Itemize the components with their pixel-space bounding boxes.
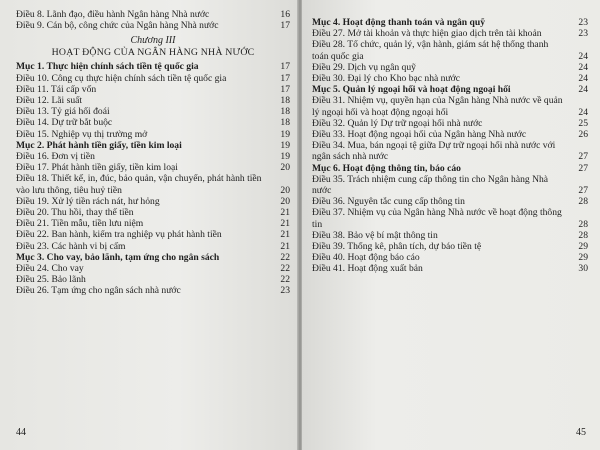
toc-entry-title: Điều 41. Hoạt động xuất bản [312, 263, 423, 275]
toc-entry-title: Điều 38. Bảo vệ bí mật thông tin [312, 229, 438, 241]
toc-entry-page: 16 [280, 9, 290, 20]
toc-entry [16, 162, 290, 173]
toc-entry-title: Điều 28. Tổ chức, quản lý, vận hành, giám sát hệ thống thanh toán quốc gia [312, 39, 549, 62]
toc-entries-left [16, 61, 290, 296]
toc-entry-title: Điều 9. Cán bộ, công chức của Ngân hàng Nhà nước [16, 20, 219, 32]
toc-entry-page: 27 [578, 162, 588, 174]
toc-entry-page: 22 [280, 263, 290, 275]
toc-entry-page: 17 [280, 72, 290, 84]
toc-entry-page: 28 [578, 218, 588, 230]
toc-entry [16, 95, 290, 106]
toc-entry-page: 21 [280, 207, 290, 219]
toc-entry-page: 27 [578, 151, 588, 163]
toc-section-entry [16, 61, 290, 72]
toc-entry-title: Điều 13. Tỷ giá hối đoái [16, 106, 110, 118]
toc-entry-page: 24 [578, 84, 588, 96]
toc-entry-page: 19 [280, 139, 290, 151]
toc-entry [16, 106, 290, 117]
toc-entry-page: 23 [578, 28, 588, 40]
toc-entry [312, 252, 588, 263]
toc-entry-title: Điều 27. Mở tài khoản và thực hiện giao dịch trên tài khoản [312, 28, 542, 40]
toc-entry-title: Điều 32. Quản lý Dự trữ ngoại hối nhà nước [312, 117, 483, 129]
toc-entry-title: Điều 23. Các hành vi bị cấm [16, 240, 126, 252]
toc-entry-title: Điều 29. Dịch vụ ngân quỹ [312, 61, 416, 73]
toc-entry [16, 117, 290, 128]
toc-entry-title: Điều 24. Cho vay [16, 263, 84, 275]
toc-entry-title: Điều 35. Trách nhiệm cung cấp thông tin cho Ngân hàng Nhà nước [312, 173, 549, 197]
toc-entry [16, 229, 290, 240]
toc-entry-page: 24 [578, 50, 588, 62]
toc-entry [312, 62, 588, 73]
toc-entry-title: Điều 37. Nhiệm vụ của Ngân hàng Nhà nước về hoạt động thông tin [312, 207, 562, 230]
toc-entry [16, 241, 290, 252]
toc-entry [16, 285, 290, 296]
toc-entry-title: Điều 8. Lãnh đạo, điều hành Ngân hàng Nhà nước [16, 9, 210, 20]
chapter-heading: Chương III [130, 35, 176, 47]
toc-entry-title: Điều 10. Công cụ thực hiện chính sách tiền tệ quốc gia [16, 72, 227, 84]
toc-entry [16, 263, 290, 274]
toc-entry-page: 29 [578, 241, 588, 253]
toc-entry-title: Điều 20. Thu hồi, thay thế tiền [16, 207, 134, 219]
toc-entry-page: 17 [280, 61, 290, 73]
toc-entry-page: 20 [280, 162, 290, 174]
toc-entry-page: 24 [578, 61, 588, 73]
toc-entry-title: Điều 40. Hoạt động báo cáo [312, 252, 420, 264]
toc-top-entries [16, 9, 290, 31]
toc-entry-title: Điều 17. Phát hành tiền giấy, tiền kim loại [16, 162, 178, 174]
toc-entry-page: 26 [578, 129, 588, 141]
toc-entry-title: Điều 12. Lãi suất [16, 95, 83, 107]
toc-entry-title: Điều 30. Đại lý cho Kho bạc nhà nước [312, 73, 461, 85]
toc-entry-page: 23 [280, 285, 290, 297]
toc-section-entry [16, 252, 290, 263]
toc-entry [16, 274, 290, 285]
toc-entry [16, 20, 290, 31]
toc-entry-title: Mục 6. Hoạt động thông tin, báo cáo [312, 162, 461, 174]
toc-entry [16, 9, 290, 20]
toc-entry-title: Điều 19. Xử lý tiền rách nát, hư hỏng [16, 195, 160, 207]
toc-entry-page: 30 [578, 263, 588, 275]
toc-entry-page: 28 [578, 229, 588, 241]
toc-section-entry [312, 163, 588, 174]
toc-entries-right [312, 17, 588, 275]
toc-entry [312, 39, 588, 61]
toc-entry-page: 17 [280, 83, 290, 95]
toc-section-entry [16, 140, 290, 151]
toc-entry-title: Mục 4. Hoạt động thanh toán và ngân quỹ [312, 17, 485, 28]
toc-entry [16, 207, 290, 218]
toc-entry [312, 118, 588, 129]
toc-entry-page: 21 [280, 218, 290, 230]
toc-section-entry [312, 84, 588, 95]
toc-entry-title: Điều 14. Dự trữ bắt buộc [16, 117, 113, 129]
toc-entry-page: 19 [280, 151, 290, 163]
left-page [0, 0, 298, 450]
toc-entry-page: 21 [280, 240, 290, 252]
toc-entry-page: 24 [578, 106, 588, 118]
toc-entry-page: 20 [280, 195, 290, 207]
toc-entry-page: 18 [280, 95, 290, 107]
chapter-title: HOẠT ĐỘNG CỦA NGÂN HÀNG NHÀ NƯỚC [51, 47, 255, 59]
toc-entry-title: Điều 25. Bảo lãnh [16, 274, 86, 286]
toc-entry-title: Điều 26. Tạm ứng cho ngân sách nhà nước [16, 285, 181, 297]
page-number-right: 45 [576, 427, 586, 438]
toc-entry-title: Điều 21. Tiền mẫu, tiền lưu niệm [16, 218, 144, 230]
toc-entry-page: 18 [280, 117, 290, 129]
toc-entry-page: 23 [578, 17, 588, 28]
toc-entry-page: 29 [578, 252, 588, 264]
toc-entry [312, 263, 588, 274]
toc-entry [312, 174, 588, 196]
toc-entry [312, 241, 588, 252]
toc-entry-title: Điều 39. Thống kê, phân tích, dự báo tiền tệ [312, 241, 482, 253]
toc-entry-page: 20 [280, 184, 290, 196]
toc-entry-title: Điều 15. Nghiệp vụ thị trường mở [16, 128, 148, 140]
toc-entry-title: Điều 36. Nguyên tắc cung cấp thông tin [312, 196, 465, 208]
toc-entry [16, 196, 290, 207]
toc-entry-title: Mục 5. Quản lý ngoại hối và hoạt động ngoại hối [312, 84, 511, 96]
toc-entry [16, 84, 290, 95]
toc-entry [312, 140, 588, 162]
toc-entry [16, 173, 290, 195]
toc-entry [16, 218, 290, 229]
toc-entry-page: 28 [578, 196, 588, 208]
toc-entry [312, 28, 588, 39]
toc-entry-title: Điều 22. Ban hành, kiểm tra nghiệp vụ phát hành tiền [16, 229, 222, 241]
toc-entry [312, 196, 588, 207]
toc-entry-title: Điều 34. Mua, bán ngoại tệ giữa Dự trữ ngoại hối nhà nước với ngân sách nhà nước [312, 140, 556, 163]
toc-entry-page: 21 [280, 229, 290, 241]
toc-entry-title: Mục 2. Phát hành tiền giấy, tiền kim loại [16, 139, 182, 151]
right-page [302, 0, 600, 450]
toc-entry [312, 129, 588, 140]
page-number-left: 44 [16, 427, 26, 438]
toc-entry-page: 27 [578, 185, 588, 197]
toc-entry-page: 22 [280, 274, 290, 286]
toc-entry-title: Điều 31. Nhiệm vụ, quyền hạn của Ngân hàng Nhà nước về quản lý ngoại hối và hoạt động ngoại hối [312, 95, 563, 118]
toc-entry-title: Điều 33. Hoạt động ngoại hối của Ngân hàng Nhà nước [312, 129, 527, 141]
toc-entry-page: 22 [280, 251, 290, 263]
toc-entry [16, 129, 290, 140]
toc-entry [312, 230, 588, 241]
toc-entry [312, 207, 588, 229]
toc-section-entry [312, 17, 588, 28]
toc-entry [16, 151, 290, 162]
toc-entry-title: Mục 3. Cho vay, bảo lãnh, tạm ứng cho ngân sách [16, 251, 220, 263]
toc-entry-title: Điều 11. Tái cấp vốn [16, 83, 97, 95]
toc-entry-page: 17 [280, 20, 290, 32]
toc-entry-page: 24 [578, 73, 588, 85]
toc-entry-title: Điều 16. Đơn vị tiền [16, 151, 95, 163]
toc-entry [312, 73, 588, 84]
toc-entry-title: Điều 18. Thiết kế, in, đúc, bảo quản, vận chuyển, phát hành tiền vào lưu thông, tiêu huỷ tiền [16, 173, 262, 196]
toc-entry-page: 18 [280, 106, 290, 118]
toc-entry-page: 19 [280, 128, 290, 140]
toc-entry-page: 25 [578, 117, 588, 129]
toc-entry-title: Mục 1. Thực hiện chính sách tiền tệ quốc gia [16, 61, 199, 73]
toc-entry [312, 95, 588, 117]
toc-entry [16, 73, 290, 84]
